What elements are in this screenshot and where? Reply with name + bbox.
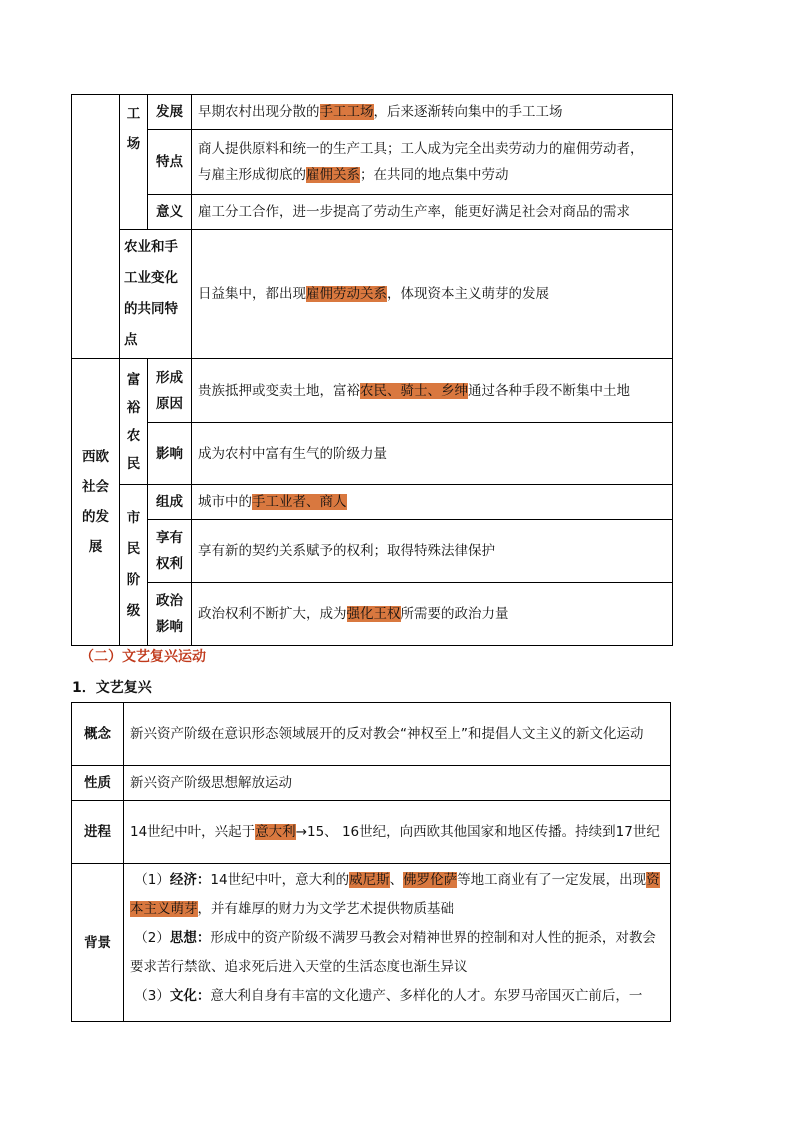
- highlight: 手工工场: [319, 104, 374, 120]
- yiyi-text: 雇工分工合作，进一步提高了劳动生产率，能更好满足社会对商品的需求: [192, 195, 673, 230]
- gongtong-label: 农业和手工业变化的共同特点: [120, 230, 192, 359]
- gongtong-text: 日益集中，都出现雇佣劳动关系，体现资本主义萌芽的发展: [192, 230, 673, 359]
- xingzhi-label: 性质: [72, 766, 124, 801]
- highlight: 强化王权: [346, 606, 401, 622]
- blank-cell: [72, 95, 120, 359]
- beijing-p1: （1）经济：14世纪中叶，意大利的威尼斯、佛罗伦萨等地工商业有了一定发展，出现资本主义萌芽，并有雄厚的财力为文学艺术提供物质基础: [130, 872, 660, 917]
- highlight: 佛罗伦萨: [403, 872, 458, 888]
- xingcheng-text: 贵族抵押或变卖土地，富裕农民、骑士、乡绅通过各种手段不断集中土地: [192, 359, 673, 423]
- tedian-label: 特点: [148, 130, 192, 195]
- yiyi-label: 意义: [148, 195, 192, 230]
- yingxiang-text: 成为农村中富有生气的阶级力量: [192, 423, 673, 485]
- xingzhi-text: 新兴资产阶级思想解放运动: [124, 766, 671, 801]
- xiangyou-label: 享有权利: [148, 520, 192, 583]
- section-title: （二）文艺复兴运动: [80, 649, 206, 665]
- xingcheng-label: 形成原因: [148, 359, 192, 423]
- zhengzhi-text: 政治权利不断扩大，成为强化王权所需要的政治力量: [192, 583, 673, 646]
- highlight: 资本主义萌芽: [130, 872, 660, 917]
- funong-label: 富裕农民: [120, 359, 148, 485]
- renaissance-table: [71, 702, 671, 1022]
- zucheng-label: 组成: [148, 485, 192, 520]
- zhengzhi-label: 政治影响: [148, 583, 192, 646]
- jincheng-text: 14世纪中叶，兴起于意大利→15、 16世纪，向西欧其他国家和地区传播。持续到17世纪: [124, 801, 671, 864]
- gainian-label: 概念: [72, 703, 124, 766]
- zucheng-text: 城市中的手工业者、商人: [192, 485, 673, 520]
- fazhan-label: 发展: [148, 95, 192, 130]
- highlight: 威尼斯: [349, 872, 390, 888]
- highlight: 手工业者、商人: [252, 494, 347, 510]
- beijing-text: [124, 864, 671, 1022]
- xiou-label: 西欧社会的发展: [72, 359, 120, 646]
- gainian-text: 新兴资产阶级在意识形态领域展开的反对教会“神权至上”和提倡人文主义的新文化运动: [124, 703, 671, 766]
- highlight: 雇佣劳动关系: [306, 286, 387, 302]
- gongchang-label: 工场: [120, 95, 148, 230]
- highlight: 雇佣关系: [306, 167, 360, 183]
- shimin-label: 市民阶级: [120, 485, 148, 646]
- beijing-label: 背景: [72, 864, 124, 1022]
- society-table: [71, 94, 673, 646]
- fazhan-text: 早期农村出现分散的手工工场，后来逐渐转向集中的手工工场: [192, 95, 673, 130]
- highlight: 意大利: [255, 824, 296, 840]
- jincheng-label: 进程: [72, 801, 124, 864]
- yingxiang-label: 影响: [148, 423, 192, 485]
- subsection-title: 1．文艺复兴: [72, 680, 152, 696]
- highlight: 农民、骑士、乡绅: [360, 382, 468, 399]
- tedian-text: 商人提供原料和统一的生产工具；工人成为完全出卖劳动力的雇佣劳动者， 与雇主形成彻底的雇佣关系；在共同的地点集中劳动: [192, 130, 673, 195]
- beijing-p2: （2）思想：形成中的资产阶级不满罗马教会对精神世界的控制和对人性的扼杀，对教会要求苦行禁欲、追求死后进入天堂的生活态度也渐生异议: [130, 930, 656, 975]
- xiangyou-text: 享有新的契约关系赋予的权利；取得特殊法律保护: [192, 520, 673, 583]
- beijing-p3: （3）文化：意大利自身有丰富的文化遗产、多样化的人才。东罗马帝国灭亡前后，一: [134, 988, 643, 1004]
